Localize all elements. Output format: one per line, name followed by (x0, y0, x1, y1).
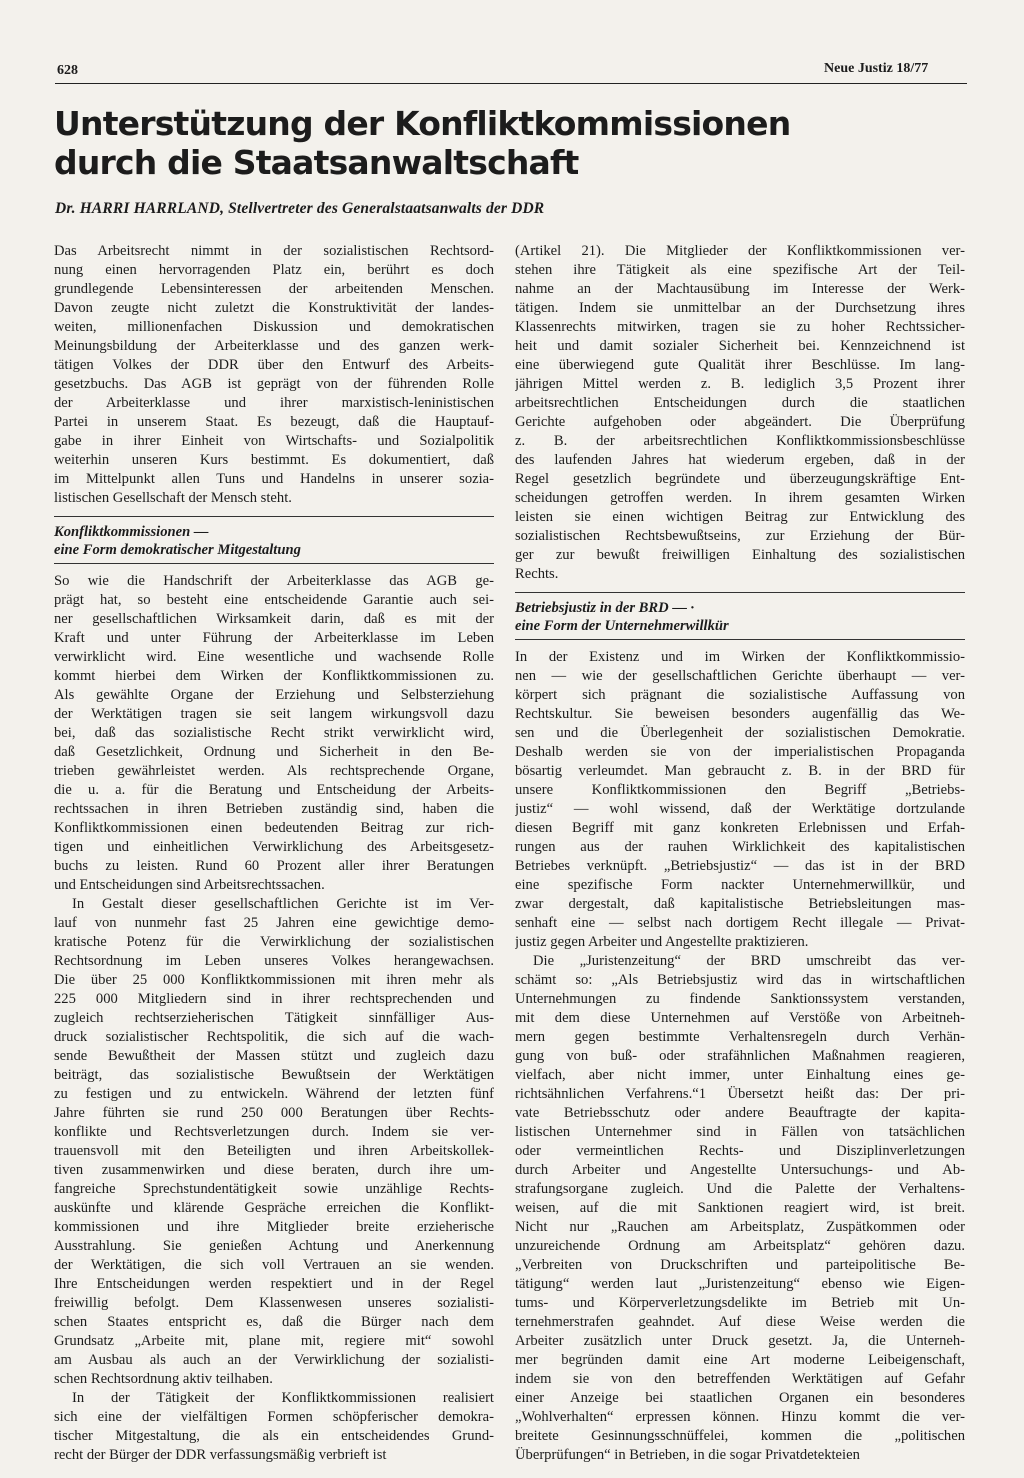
text-line: heit und damit sozialer Sicherheit bei. Kennzeichnend ist (515, 338, 965, 354)
text-line: grundlegende Lebensinteressen der arbeitenden Menschen. (54, 281, 494, 297)
text-line: „Wohlverhalten“ erpressen können. Hinzu kommt die ver- (515, 1409, 965, 1425)
text-line: listischen Gesellschaft der Mensch steht. (54, 490, 292, 506)
text-line: bei, daß das sozialistische Recht strikt verwirklicht wird, (54, 725, 494, 741)
text-line: ternehmerstrafen geahndet. Auf diese Weise werden die (515, 1314, 965, 1330)
text-line: 225 000 Mitgliedern sind in ihrer rechtsprechenden und (54, 991, 494, 1007)
text-line: nen — wie der gesellschaftlichen Gerichte überhaupt — ver- (515, 668, 965, 684)
text-line: kratische Potenz für die Verwirklichung der sozialistischen (54, 934, 494, 950)
text-line: Nicht nur „Rauchen am Arbeitsplatz, Zuspätkommen oder (515, 1219, 965, 1235)
text-line: diesen Begriff mit ganz konkreten Erlebnissen und Erfah- (515, 820, 965, 836)
paragraph (54, 1389, 494, 1465)
text-line: richtsähnlichen Verfahrens.“1 Übersetzt heißt das: Der pri- (515, 1086, 965, 1102)
text-line: tums- und Körperverletzungsdelikte im Betrieb mit Un- (515, 1295, 965, 1311)
text-line: nahme an der Machtausübung im Interesse der Werk- (515, 281, 965, 297)
text-line: Unternehmungen zu findende Sanktionssystem verstanden, (515, 991, 965, 1007)
text-line: sen und die Überlegenheit der sozialistischen Demokratie. (515, 725, 965, 741)
text-line: strafungsorgane zugleich. Und die Palette der Verhaltens- (515, 1181, 965, 1197)
text-line: So wie die Handschrift der Arbeiterklasse das AGB ge- (54, 573, 494, 589)
text-line: leisten sie einen wichtigen Beitrag zur Entwicklung des (515, 509, 965, 525)
text-line: ger zur bewußt freiwilligen Einhaltung des sozialistischen (515, 547, 965, 563)
text-line: zu festigen und zu entwickeln. Während der letzten fünf (54, 1086, 494, 1102)
text-line: fangreiche Sprechstundentätigkeit sowie unzählige Rechts- (54, 1181, 494, 1197)
right-column (515, 242, 965, 1465)
text-line: gabe in ihrer Einheit von Wirtschafts- und Sozialpolitik (54, 433, 494, 449)
text-line: Konfliktkommissionen einen bedeutenden Beitrag zur rich- (54, 820, 494, 836)
text-line: recht der Bürger der DDR verfassungsmäßig verbrieft ist (54, 1447, 387, 1463)
text-line: buchs zu leisten. Rund 60 Prozent aller ihrer Beratungen (54, 858, 494, 874)
text-line: Regel gesetzlich begründete und überzeugungskräftige Ent- (515, 471, 965, 487)
text-line: weiterhin unseren Kurs bestimmt. Es dokumentiert, daß (54, 452, 494, 468)
text-line: körpert sich prägnant die sozialistische Auffassung von (515, 687, 965, 703)
text-line: Deshalb werden sie von der imperialistischen Propaganda (515, 744, 965, 760)
text-line: sozialistischen Rechtsbewußtseins, zur Erziehung der Bür- (515, 528, 965, 544)
text-line: zugleich rechtserzieherischen Tätigkeit sinnfälliger Aus- (54, 1010, 494, 1026)
text-line: sich eine der vielfältigen Formen schöpferischer demokra- (54, 1409, 494, 1425)
article-title (54, 104, 954, 182)
text-line: eine spezifische Form nackter Unternehmerwillkür, und (515, 877, 965, 893)
paragraph (54, 572, 494, 895)
text-line: freiwillig befolgt. Dem Klassenwesen unseres sozialisti- (54, 1295, 494, 1311)
text-line: z. B. der arbeitsrechtlichen Konfliktkommissionsbeschlüsse (515, 433, 965, 449)
left-column (54, 242, 494, 1465)
paragraph (54, 895, 494, 1389)
text-line: auskünfte und klärende Gespräche erreichen die Konflikt- (54, 1200, 494, 1216)
text-line: konflikte und Rechtsverletzungen durch. Indem sie ver- (54, 1124, 494, 1140)
text-line: tätigung“ werden laut „Juristenzeitung“ ebenso wie Eigen- (515, 1276, 965, 1292)
text-line: kommissionen und ihre Mitglieder breite erzieherische (54, 1219, 494, 1235)
text-line: der Arbeiterklasse und ihrer marxistisch-leninistischen (54, 395, 494, 411)
text-line: In Gestalt dieser gesellschaftlichen Gerichte ist im Ver- (72, 896, 494, 912)
text-line: ner gesellschaftlichen Wirksamkeit darin, daß es mit der (54, 611, 494, 627)
text-line: im Mittelpunkt allen Tuns und Handelns in unserer sozia- (54, 471, 494, 487)
subheading-line: Betriebsjustiz in der BRD — · (515, 600, 695, 616)
header-rule (55, 83, 967, 84)
text-line: scheidungen getroffen werden. In ihrem gesamten Wirken (515, 490, 965, 506)
text-line: Betriebes verknüpft. „Betriebsjustiz“ — das ist in der BRD (515, 858, 965, 874)
text-line: tigen und einheitlichen Verwirklichung des Arbeitsgesetz- (54, 839, 494, 855)
paragraph (54, 242, 494, 508)
text-line: senhaft eine — selbst nach dortigem Recht illegale — Privat- (515, 915, 965, 931)
text-line: Als gewählte Organe der Erziehung und Selbsterziehung (54, 687, 494, 703)
text-line: Rechtsordnung im Leben unseres Volkes herangewachsen. (54, 953, 494, 969)
text-line: oder vermeintlichen Rechts- und Disziplinverletzungen (515, 1143, 965, 1159)
subheading (54, 517, 494, 563)
text-line: Das Arbeitsrecht nimmt in der sozialistischen Rechtsord- (54, 243, 494, 259)
text-line: Arbeiter zusätzlich unter Druck gesetzt. Ja, die Unterneh- (515, 1333, 965, 1349)
text-line: unzureichende Ordnung am Arbeitsplatz“ gehören dazu. (515, 1238, 965, 1254)
text-line: weisen, auf die mit Sanktionen reagiert wird, ist breit. (515, 1200, 965, 1216)
text-line: Meinungsbildung der Arbeiterklasse und des ganzen werk- (54, 338, 494, 354)
text-line: Gerichte aufgehoben oder abgeändert. Die Überprüfung (515, 414, 965, 430)
text-line: kommt hierbei dem Wirken der Konfliktkommissionen zu. (54, 668, 494, 684)
text-line: rungen aus der rauhen Wirklichkeit des kapitalistischen (515, 839, 965, 855)
subheading-line: eine Form der Unternehmerwillkür (515, 618, 729, 634)
text-line: tätigen. Indem sie unmittelbar an der Durchsetzung ihres (515, 300, 965, 316)
text-line: arbeitsrechtlichen Entscheidungen durch die staatlichen (515, 395, 965, 411)
paragraph (515, 952, 965, 1465)
text-line: am Ausbau als auch an der Verwirklichung der sozialisti- (54, 1352, 494, 1368)
text-line: Partei in unserem Staat. Es bezeugt, daß die Hauptauf- (54, 414, 494, 430)
text-line: der Werktätigen tragen sie seit langem wirkungsvoll dazu (54, 706, 494, 722)
text-line: vate Betriebsschutz oder andere Beauftragte der kapita- (515, 1105, 965, 1121)
text-line: Ihre Entscheidungen werden respektiert und in der Regel (54, 1276, 494, 1292)
text-line: einer Anzeige bei staatlichen Organen ein besonderes (515, 1390, 965, 1406)
text-line: Jahre führten sie rund 250 000 Beratungen über Rechts- (54, 1105, 494, 1121)
subheading-line: Konfliktkommissionen — (54, 524, 209, 540)
text-line: druck sozialistischer Rechtspolitik, die sich auf die wach- (54, 1029, 494, 1045)
text-line: lauf von nunmehr fast 25 Jahren eine gewichtige demo- (54, 915, 494, 931)
text-line: In der Tätigkeit der Konfliktkommissionen realisiert (72, 1390, 494, 1406)
text-line: beiträgt, das sozialistische Bewußtsein der Werktätigen (54, 1067, 494, 1083)
text-line: breitete Gesinnungsschnüffelei, kommen die „politischen (515, 1428, 965, 1444)
text-line: indem sie von den betreffenden Werktätigen auf Gefahr (515, 1371, 965, 1387)
text-line: schen Staates entspricht es, daß die Bürger nach dem (54, 1314, 494, 1330)
text-line: schen Rechtsordnung aktiv teilhaben. (54, 1371, 273, 1387)
text-line: weiten, millionenfachen Diskussion und demokratischen (54, 319, 494, 335)
text-line: mern gegen bestimmte Verhaltensregeln durch Verhän- (515, 1029, 965, 1045)
text-line: Rechts. (515, 566, 559, 582)
text-line: die u. a. für die Beratung und Entscheidung der Arbeits- (54, 782, 494, 798)
title-line: durch die Staatsanwaltschaft (54, 143, 579, 182)
title-line: Unterstützung der Konfliktkommissionen (54, 104, 791, 143)
text-line: gung von buß- oder strafähnlichen Maßnahmen reagieren, (515, 1048, 965, 1064)
text-line: listischen Unternehmer sind in Fällen von tatsächlichen (515, 1124, 965, 1140)
text-line: und Entscheidungen sind Arbeitsrechtssachen. (54, 877, 325, 893)
text-line: eine überwiegend gute Qualität ihrer Beschlüsse. Im lang- (515, 357, 965, 373)
text-line: tätigen Volkes der DDR über den Entwurf des Arbeits- (54, 357, 494, 373)
subheading-line: eine Form demokratischer Mitgestaltung (54, 542, 301, 558)
subheading (515, 593, 965, 639)
text-line: Rechtskultur. Sie beweisen besonders augenfällig das We- (515, 706, 965, 722)
text-line: In der Existenz und im Wirken der Konfliktkommissio- (515, 649, 965, 665)
text-line: sende Bewußtheit der Massen stützt und zugleich dazu (54, 1048, 494, 1064)
text-line: Grundsatz „Arbeite mit, plane mit, regiere mit“ sowohl (54, 1333, 494, 1349)
text-line: verwirklicht wird. Eine wesentliche und wachsende Rolle (54, 649, 494, 665)
text-line: jährigen Mittel werden z. B. lediglich 3,5 Prozent ihrer (515, 376, 965, 392)
paragraph (515, 242, 965, 584)
text-line: tiven zusammenwirken und diese beraten, durch ihre um- (54, 1162, 494, 1178)
text-line: nung einen hervorragenden Platz ein, berührt es doch (54, 262, 494, 278)
text-line: justiz“ — wohl wissend, daß der Werktätige dortzulande (515, 801, 965, 817)
page-number: 628 (57, 63, 78, 78)
text-line: vielfach, aber nicht immer, unter Einhaltung eines ge- (515, 1067, 965, 1083)
text-line: unsere Konfliktkommissionen den Begriff „Betriebs- (515, 782, 965, 798)
text-line: Kraft und unter Führung der Arbeiterklasse im Leben (54, 630, 494, 646)
text-line: der Werktätigen, die sich voll Vertrauen an sie wenden. (54, 1257, 494, 1273)
text-line: rechtssachen in ihren Betrieben zuständig sind, haben die (54, 801, 494, 817)
text-line: trieben gewährleistet werden. Als rechtsprechende Organe, (54, 763, 494, 779)
paragraph (515, 648, 965, 952)
text-line: Klassenrechts mitwirken, tragen sie zu hoher Rechtssicher- (515, 319, 965, 335)
text-line: tischer Mitgestaltung, die als ein entscheidendes Grund- (54, 1428, 494, 1444)
journal-reference: Neue Justiz 18/77 (824, 61, 929, 76)
text-line: bösartig verleumdet. Man gebraucht z. B. in der BRD für (515, 763, 965, 779)
text-line: mit dem diese Unternehmen auf Verstöße von Arbeitneh- (515, 1010, 965, 1026)
author-line: Dr. HARRI HARRLAND, Stellvertreter des Generalstaatsanwalts der DDR (55, 200, 545, 217)
text-line: schämt so: „Als Betriebsjustiz wird das in wirtschaftlichen (515, 972, 965, 988)
text-line: Überprüfungen“ in Betrieben, in die sogar Privatdetekteien (515, 1447, 860, 1463)
text-line: „Verbreiten von Druckschriften und parteipolitische Be- (515, 1257, 965, 1273)
text-line: justiz gegen Arbeiter und Angestellte praktizieren. (515, 934, 809, 950)
text-line: Ausstrahlung. Sie genießen Achtung und Anerkennung (54, 1238, 494, 1254)
text-line: Die „Juristenzeitung“ der BRD umschreibt das ver- (533, 953, 965, 969)
text-line: stehen ihre Tätigkeit als eine spezifische Art der Teil- (515, 262, 965, 278)
text-line: durch Arbeiter und Angestellte Untersuchungs- und Ab- (515, 1162, 965, 1178)
text-line: gesetzbuchs. Das AGB ist geprägt von der führenden Rolle (54, 376, 494, 392)
text-line: mer begründen damit eine Art moderne Leibeigenschaft, (515, 1352, 965, 1368)
text-line: Davon zeugte nicht zuletzt die Konstruktivität der landes- (54, 300, 494, 316)
text-line: zwar dergestalt, daß kapitalistische Betriebsleitungen mas- (515, 896, 965, 912)
text-line: des laufenden Jahres hat wiederum ergeben, daß in der (515, 452, 965, 468)
text-line: (Artikel 21). Die Mitglieder der Konfliktkommissionen ver- (515, 243, 965, 259)
text-line: trauensvoll mit den Beteiligten und ihren Arbeitskollek- (54, 1143, 494, 1159)
text-line: Die über 25 000 Konfliktkommissionen mit ihren mehr als (54, 972, 494, 988)
text-line: daß Gesetzlichkeit, Ordnung und Sicherheit in den Be- (54, 744, 494, 760)
text-line: prägt hat, so besteht eine entscheidende Garantie auch sei- (54, 592, 494, 608)
